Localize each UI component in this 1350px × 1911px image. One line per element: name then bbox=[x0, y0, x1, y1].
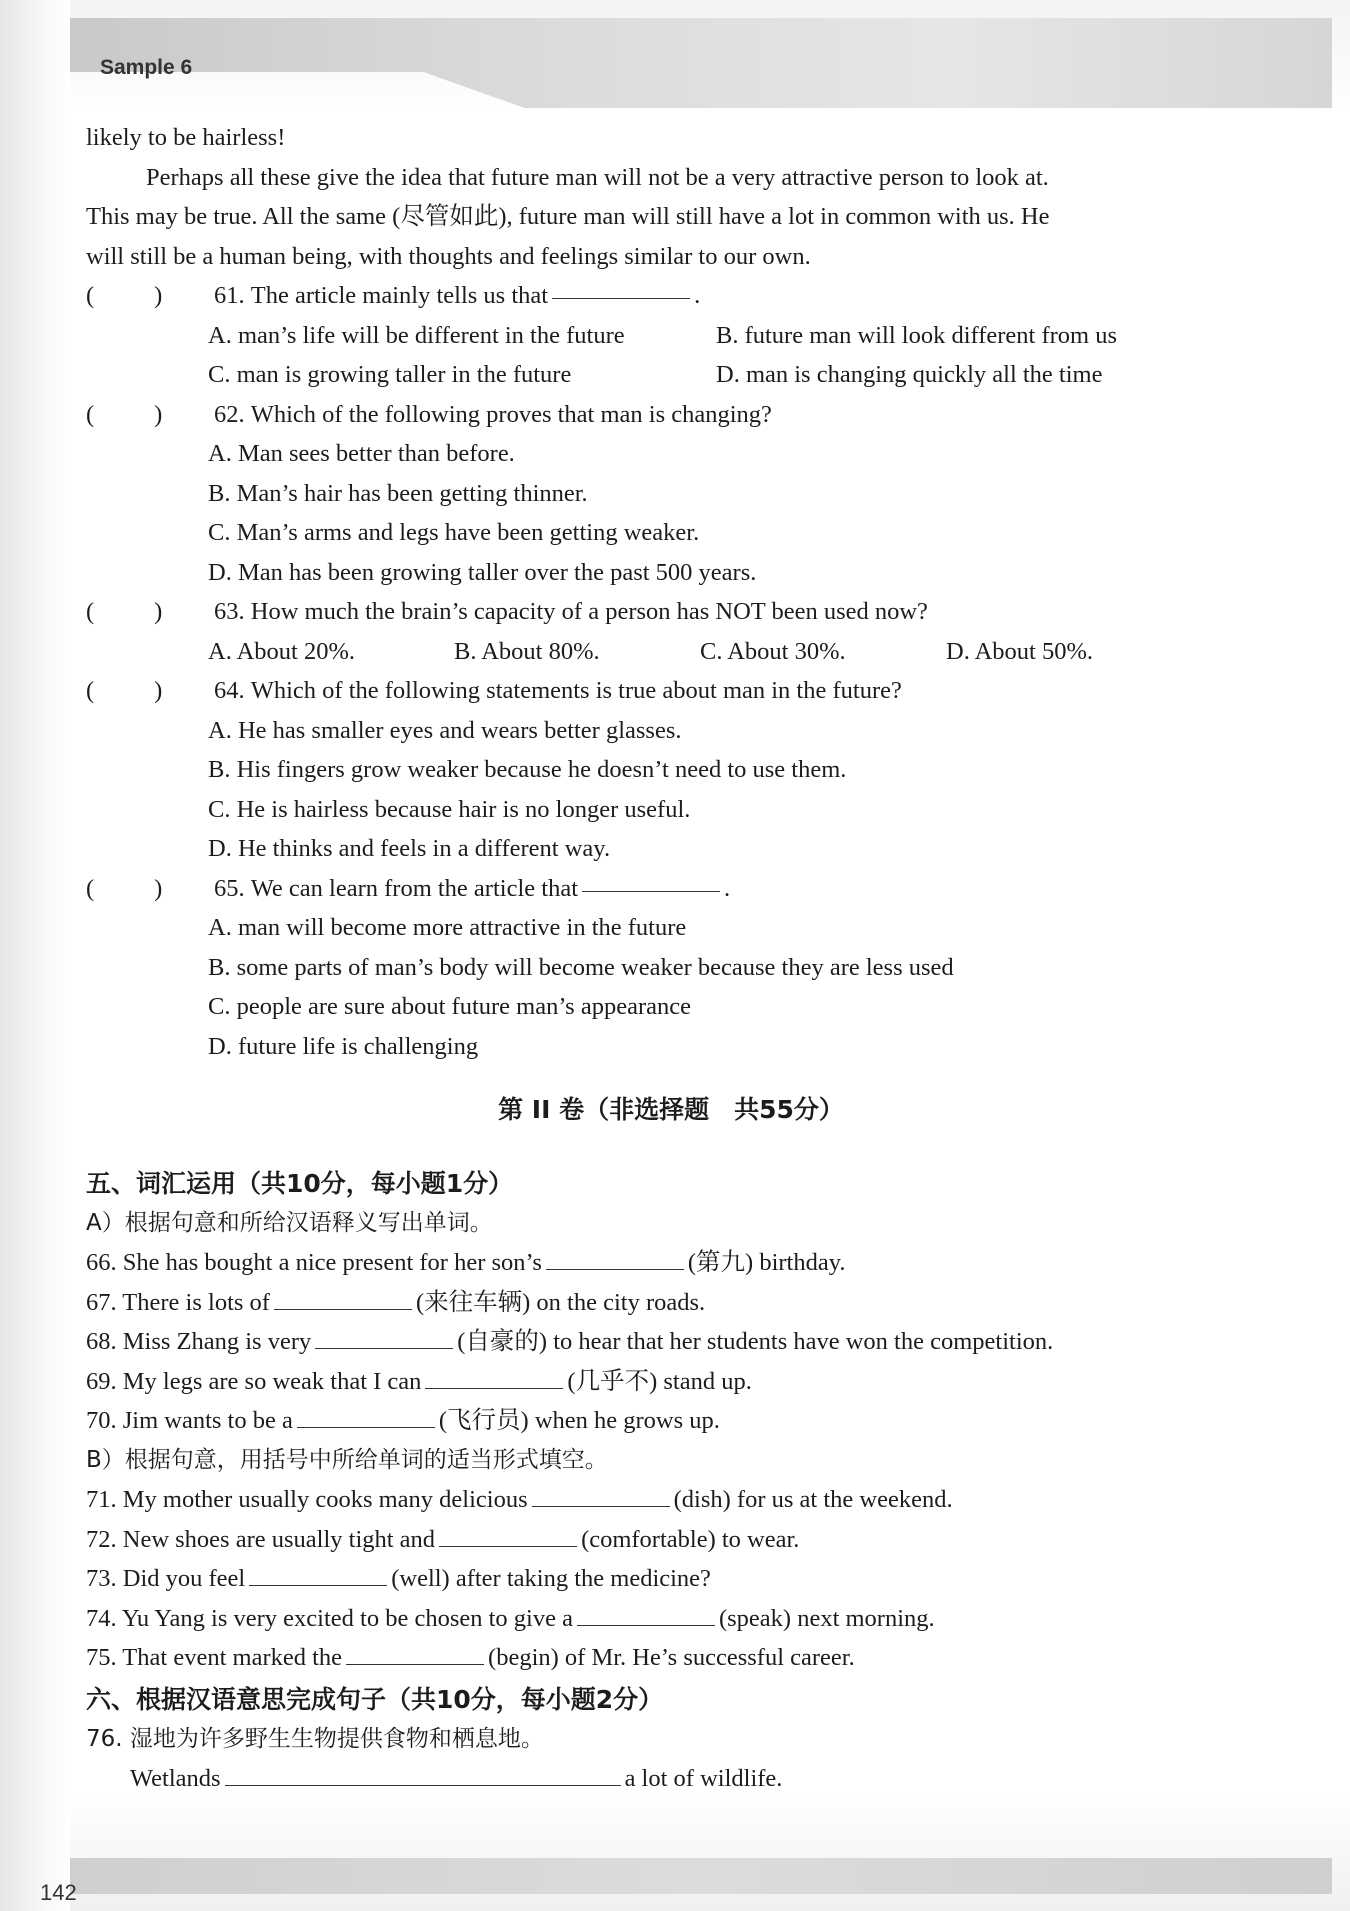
vocab-item-69: 69. My legs are so weak that I can (几乎不) stand up. bbox=[86, 1367, 752, 1395]
question-number: 62. bbox=[214, 400, 245, 428]
answer-blank[interactable] bbox=[249, 1563, 387, 1586]
passage-line: Perhaps all these give the idea that future man will not be a very attractive person to look at. bbox=[146, 163, 1049, 191]
answer-blank[interactable] bbox=[315, 1326, 453, 1349]
answer-bracket[interactable]: ( ) bbox=[86, 598, 163, 625]
answer-blank[interactable] bbox=[532, 1484, 670, 1507]
option-c: C. Man’s arms and legs have been getting weaker. bbox=[208, 519, 700, 546]
answer-blank[interactable] bbox=[582, 869, 720, 892]
vocab-item-66: 66. She has bought a nice present for her son’s (第九) birthday. bbox=[86, 1249, 846, 1276]
option-a: A. He has smaller eyes and wears better glasses. bbox=[208, 716, 682, 744]
option-row bbox=[86, 355, 1256, 395]
question-number: 63. bbox=[214, 598, 245, 625]
option-d: D. future life is challenging bbox=[208, 1032, 479, 1060]
option-a: A. About 20%. bbox=[208, 637, 355, 665]
question-63 bbox=[86, 592, 1256, 632]
question-number: 61. bbox=[214, 282, 245, 309]
option-d: D. Man has been growing taller over the past 500 years. bbox=[208, 558, 757, 586]
option-c: C. About 30%. bbox=[700, 637, 846, 665]
question-stem: Which of the following proves that man is changing? bbox=[250, 400, 772, 428]
answer-blank[interactable] bbox=[577, 1603, 715, 1626]
option-d: D. About 50%. bbox=[946, 637, 1093, 665]
translation-item-76-answer: Wetlands a lot of wildlife. bbox=[130, 1765, 783, 1792]
answer-blank[interactable] bbox=[439, 1524, 577, 1547]
option-b: B. About 80%. bbox=[454, 637, 600, 665]
vocab-item-73: 73. Did you feel (well) after taking the medicine? bbox=[86, 1565, 711, 1592]
sample-label: Sample 6 bbox=[100, 56, 193, 79]
option-b: B. future man will look different from us bbox=[716, 321, 1117, 349]
passage-line: likely to be hairless! bbox=[86, 124, 286, 151]
question-62 bbox=[86, 395, 1256, 435]
vocab-item-68: 68. Miss Zhang is very (自豪的) to hear that her students have won the competition. bbox=[86, 1328, 1054, 1355]
answer-bracket[interactable]: ( ) bbox=[86, 400, 163, 428]
answer-blank[interactable] bbox=[425, 1366, 563, 1389]
vocab-item-67: 67. There is lots of (来往车辆) on the city roads. bbox=[86, 1288, 706, 1316]
question-tail: . bbox=[724, 874, 731, 902]
vocab-item-75: 75. That event marked the (begin) of Mr. He’s successful career. bbox=[86, 1644, 855, 1671]
option-d: D. He thinks and feels in a different way. bbox=[208, 835, 611, 862]
option-a: A. man’s life will be different in the future bbox=[208, 321, 625, 349]
passage-line: will still be a human being, with thoughts and feelings similar to our own. bbox=[86, 242, 811, 270]
vocab-item-72: 72. New shoes are usually tight and (comfortable) to wear. bbox=[86, 1525, 800, 1553]
page-left-shadow bbox=[0, 0, 70, 1911]
section-5-title: 五、词汇运用（共10分，每小题1分） bbox=[86, 1168, 514, 1198]
question-61 bbox=[86, 276, 1256, 316]
vocab-item-70: 70. Jim wants to be a (飞行员) when he grows up. bbox=[86, 1407, 720, 1434]
option-c: C. He is hairless because hair is no longer useful. bbox=[208, 795, 691, 823]
option-a: A. man will become more attractive in the future bbox=[208, 914, 687, 941]
question-stem: How much the brain’s capacity of a person has NOT been used now? bbox=[250, 598, 928, 625]
option-b: B. Man’s hair has been getting thinner. bbox=[208, 479, 588, 507]
option-c: C. man is growing taller in the future bbox=[208, 361, 572, 388]
vocab-item-74: 74. Yu Yang is very excited to be chosen to give a (speak) next morning. bbox=[86, 1604, 935, 1632]
passage-line: This may be true. All the same (尽管如此), future man will still have a lot in common with us. He bbox=[86, 203, 1050, 230]
question-stem: The article mainly tells us that bbox=[250, 282, 549, 309]
answer-blank[interactable] bbox=[346, 1642, 484, 1665]
option-row bbox=[86, 316, 1256, 356]
option-c: C. people are sure about future man’s appearance bbox=[208, 993, 691, 1020]
question-65 bbox=[86, 869, 1256, 909]
section-6-title: 六、根据汉语意思完成句子（共10分，每小题2分） bbox=[86, 1684, 664, 1714]
option-b: B. some parts of man’s body will become weaker because they are less used bbox=[208, 953, 954, 981]
answer-blank[interactable] bbox=[546, 1247, 684, 1270]
footer-band bbox=[70, 1858, 1332, 1894]
answer-blank[interactable] bbox=[297, 1405, 435, 1428]
option-row bbox=[86, 632, 1256, 672]
question-stem: We can learn from the article that bbox=[250, 874, 578, 902]
page-content bbox=[86, 118, 1256, 1799]
answer-blank[interactable] bbox=[552, 276, 690, 299]
question-tail: . bbox=[694, 282, 701, 309]
option-b: B. His fingers grow weaker because he doesn’t need to use them. bbox=[208, 756, 847, 783]
section-5-part-b-instruction: B）根据句意，用括号中所给单词的适当形式填空。 bbox=[86, 1446, 608, 1473]
question-number: 65. bbox=[214, 874, 245, 902]
answer-blank[interactable] bbox=[274, 1287, 412, 1310]
option-a: A. Man sees better than before. bbox=[208, 440, 515, 467]
section-5-part-a-instruction: A）根据句意和所给汉语释义写出单词。 bbox=[86, 1209, 493, 1236]
translation-item-76-prompt: 76. 湿地为许多野生生物提供食物和栖息地。 bbox=[86, 1725, 544, 1752]
answer-bracket[interactable]: ( ) bbox=[86, 677, 163, 704]
question-stem: Which of the following statements is true about man in the future? bbox=[250, 677, 902, 704]
question-64 bbox=[86, 671, 1256, 711]
question-number: 64. bbox=[214, 677, 245, 704]
answer-bracket[interactable]: ( ) bbox=[86, 874, 163, 902]
page-number: 142 bbox=[40, 1880, 77, 1905]
answer-blank[interactable] bbox=[225, 1763, 621, 1786]
answer-bracket[interactable]: ( ) bbox=[86, 282, 163, 309]
vocab-item-71: 71. My mother usually cooks many delicious (dish) for us at the weekend. bbox=[86, 1486, 953, 1513]
part-2-title: 第 II 卷（非选择题 共55分） bbox=[498, 1095, 844, 1124]
option-d: D. man is changing quickly all the time bbox=[716, 361, 1103, 388]
